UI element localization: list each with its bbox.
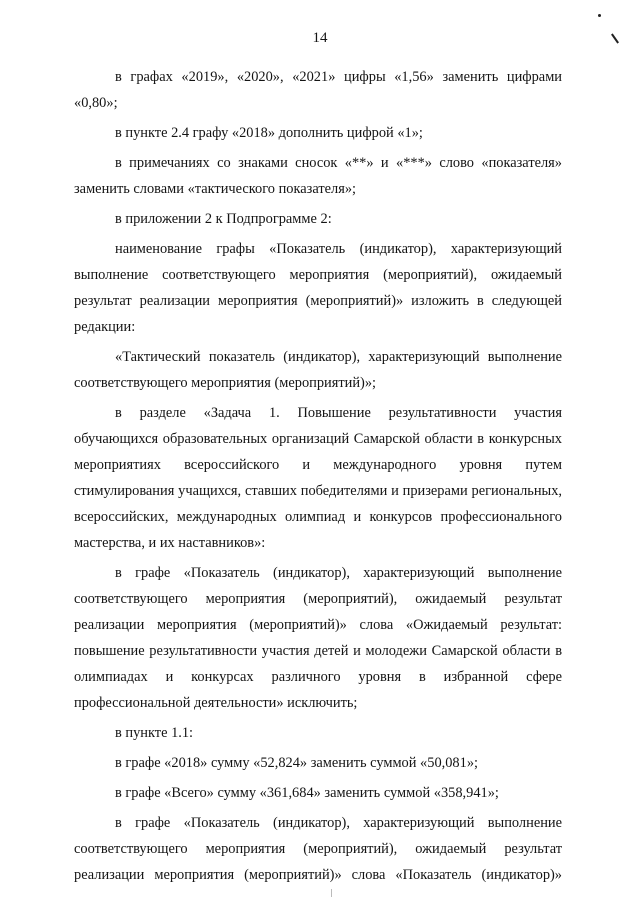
page-number: 14 bbox=[312, 30, 328, 46]
paragraph-12: в графе «Показатель (индикатор), характеризующий выполнение соответствующего мероприятия (мероприятий), ожидаемый результат реализации мероприятия (мероприятий)» слова «Показатель (индикатор)» bbox=[74, 815, 562, 883]
paragraph-10: в графе «2018» сумму «52,824» заменить суммой «50,081»; bbox=[115, 755, 479, 771]
paragraph-3: в примечаниях со знаками сносок «**» и «***» слово «показателя» заменить словами «тактического показателя»; bbox=[74, 155, 562, 197]
scan-mark-bottom bbox=[331, 889, 332, 897]
document-body bbox=[74, 64, 562, 888]
paragraph-11: в графе «Всего» сумму «361,684» заменить суммой «358,941»; bbox=[115, 785, 499, 801]
paragraph-2: в пункте 2.4 графу «2018» дополнить цифрой «1»; bbox=[115, 125, 423, 141]
paragraph-9: в пункте 1.1: bbox=[115, 725, 194, 741]
paragraph-5: наименование графы «Показатель (индикатор), характеризующий выполнение соответствующего мероприятия (мероприятий), ожидаемый результат реализации мероприятия (мероприятий)» изложить в следующей редакции: bbox=[74, 241, 562, 335]
paragraph-4: в приложении 2 к Подпрограмме 2: bbox=[115, 211, 332, 227]
paragraph-6: «Тактический показатель (индикатор), характеризующий выполнение соответствующего мероприятия (мероприятий)»; bbox=[74, 349, 562, 391]
paragraph-8: в графе «Показатель (индикатор), характеризующий выполнение соответствующего мероприятия (мероприятий), ожидаемый результат реализации мероприятия (мероприятий)» слова «Ожидаемый результат: повышение результативности участия детей и молодежи Самарской области в олимпиадах и конкурсах различного уровня в избранной сфере профессиональной деятельности» исключить; bbox=[74, 565, 562, 711]
scan-speck bbox=[598, 14, 601, 17]
paragraph-1: в графах «2019», «2020», «2021» цифры «1,56» заменить цифрами «0,80»; bbox=[74, 69, 562, 111]
paragraph-7: в разделе «Задача 1. Повышение результативности участия обучающихся образовательных организаций Самарской области в конкурсных мероприятиях всероссийского и международного уровня путем стимулирования учащихся, ставших победителями и призерами региональных, всероссийских, международных олимпиад и конкурсов профессионального мастерства, и их наставников»: bbox=[74, 405, 562, 551]
